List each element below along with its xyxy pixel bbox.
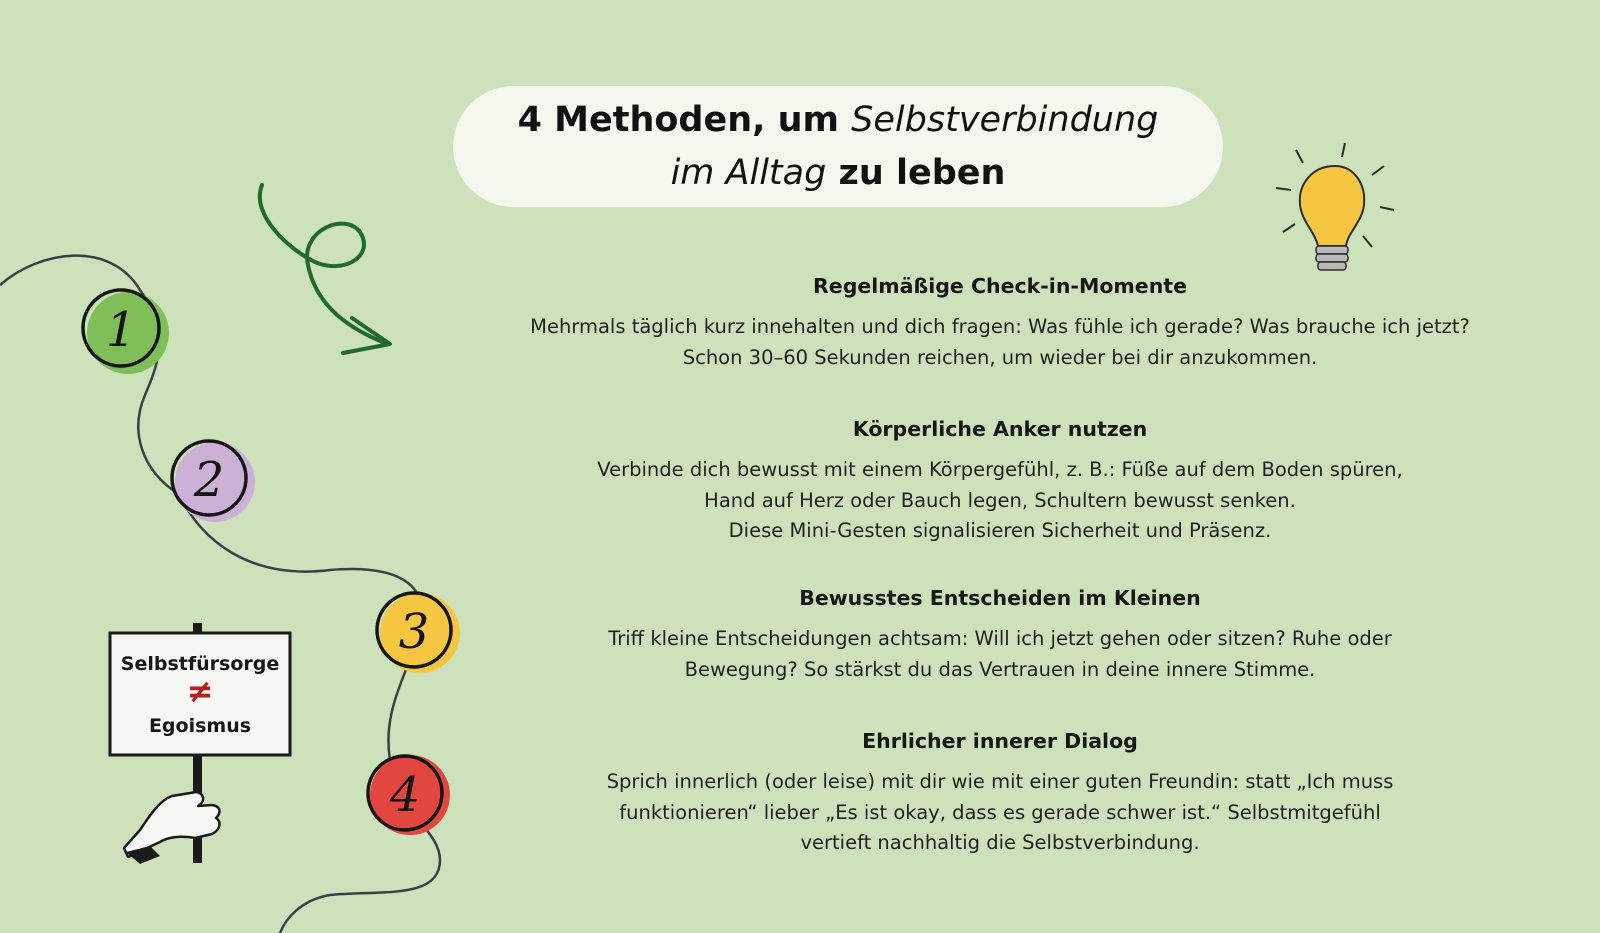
- method-2: [440, 414, 1560, 547]
- step-circle-4: [368, 755, 450, 835]
- title-line-1: [518, 94, 1159, 147]
- sign-text-top: Selbstfürsorge: [120, 653, 280, 675]
- method-text-line: vertieft nachhaltig die Selbstverbindung.: [800, 831, 1200, 854]
- title-bold-part: 4 Methoden, um: [517, 99, 852, 140]
- method-text-line: Triff kleine Entscheidungen achtsam: Will ich jetzt gehen oder sitzen? Ruhe oder: [608, 627, 1392, 650]
- lightbulb-icon: [1276, 143, 1394, 270]
- title-italic-part-2: im Alltag: [670, 152, 827, 193]
- method-heading: Bewusstes Entscheiden im Kleinen: [799, 586, 1201, 610]
- method-text-line: Bewegung? So stärkst du das Vertrauen in deine innere Stimme.: [684, 657, 1316, 681]
- method-text-line: Verbinde dich bewusst mit einem Körpergefühl, z. B.: Füße auf dem Boden spüren,: [597, 458, 1403, 481]
- step-circle-1: [83, 290, 169, 374]
- title-banner: [453, 86, 1223, 207]
- method-text-line: Hand auf Herz oder Bauch legen, Schultern bewusst senken.: [704, 488, 1296, 512]
- step-number-4: 4: [389, 767, 421, 823]
- winding-path: [0, 256, 440, 933]
- method-1: [440, 271, 1560, 373]
- method-text-line: funktionieren“ lieber „Es ist okay, dass es gerade schwer ist.“ Selbstmitgefühl: [619, 800, 1381, 824]
- title-bold-part-2: zu leben: [826, 152, 1006, 193]
- step-circle-2: [172, 441, 255, 522]
- title-italic-part: Selbstverbindung: [851, 99, 1159, 140]
- method-text-line: Schon 30–60 Sekunden reichen, um wieder bei dir anzukommen.: [682, 345, 1318, 369]
- method-4: [440, 726, 1560, 859]
- curly-arrow-icon: [260, 185, 390, 353]
- sign-text-bottom: Egoismus: [148, 715, 252, 737]
- title-line-2: [671, 147, 1006, 200]
- method-heading: Ehrlicher innerer Dialog: [862, 729, 1138, 753]
- method-text-line: Diese Mini-Gesten signalisieren Sicherheit und Präsenz.: [728, 519, 1272, 542]
- step-number-3: 3: [398, 604, 430, 660]
- method-text-line: Sprich innerlich (oder leise) mit dir wie mit einer guten Freundin: statt „Ich muss: [606, 770, 1394, 793]
- hand-holding-sign-icon: [124, 792, 219, 864]
- method-heading: Körperliche Anker nutzen: [852, 417, 1148, 441]
- not-equal-symbol: ≠: [186, 672, 214, 710]
- step-number-1: 1: [105, 302, 137, 358]
- method-heading: Regelmäßige Check-in-Momente: [813, 274, 1187, 298]
- step-number-2: 2: [193, 452, 225, 508]
- method-3: [440, 583, 1560, 685]
- method-text-line: Mehrmals täglich kurz innehalten und dich fragen: Was fühle ich gerade? Was brauche ich jetzt?: [530, 315, 1470, 338]
